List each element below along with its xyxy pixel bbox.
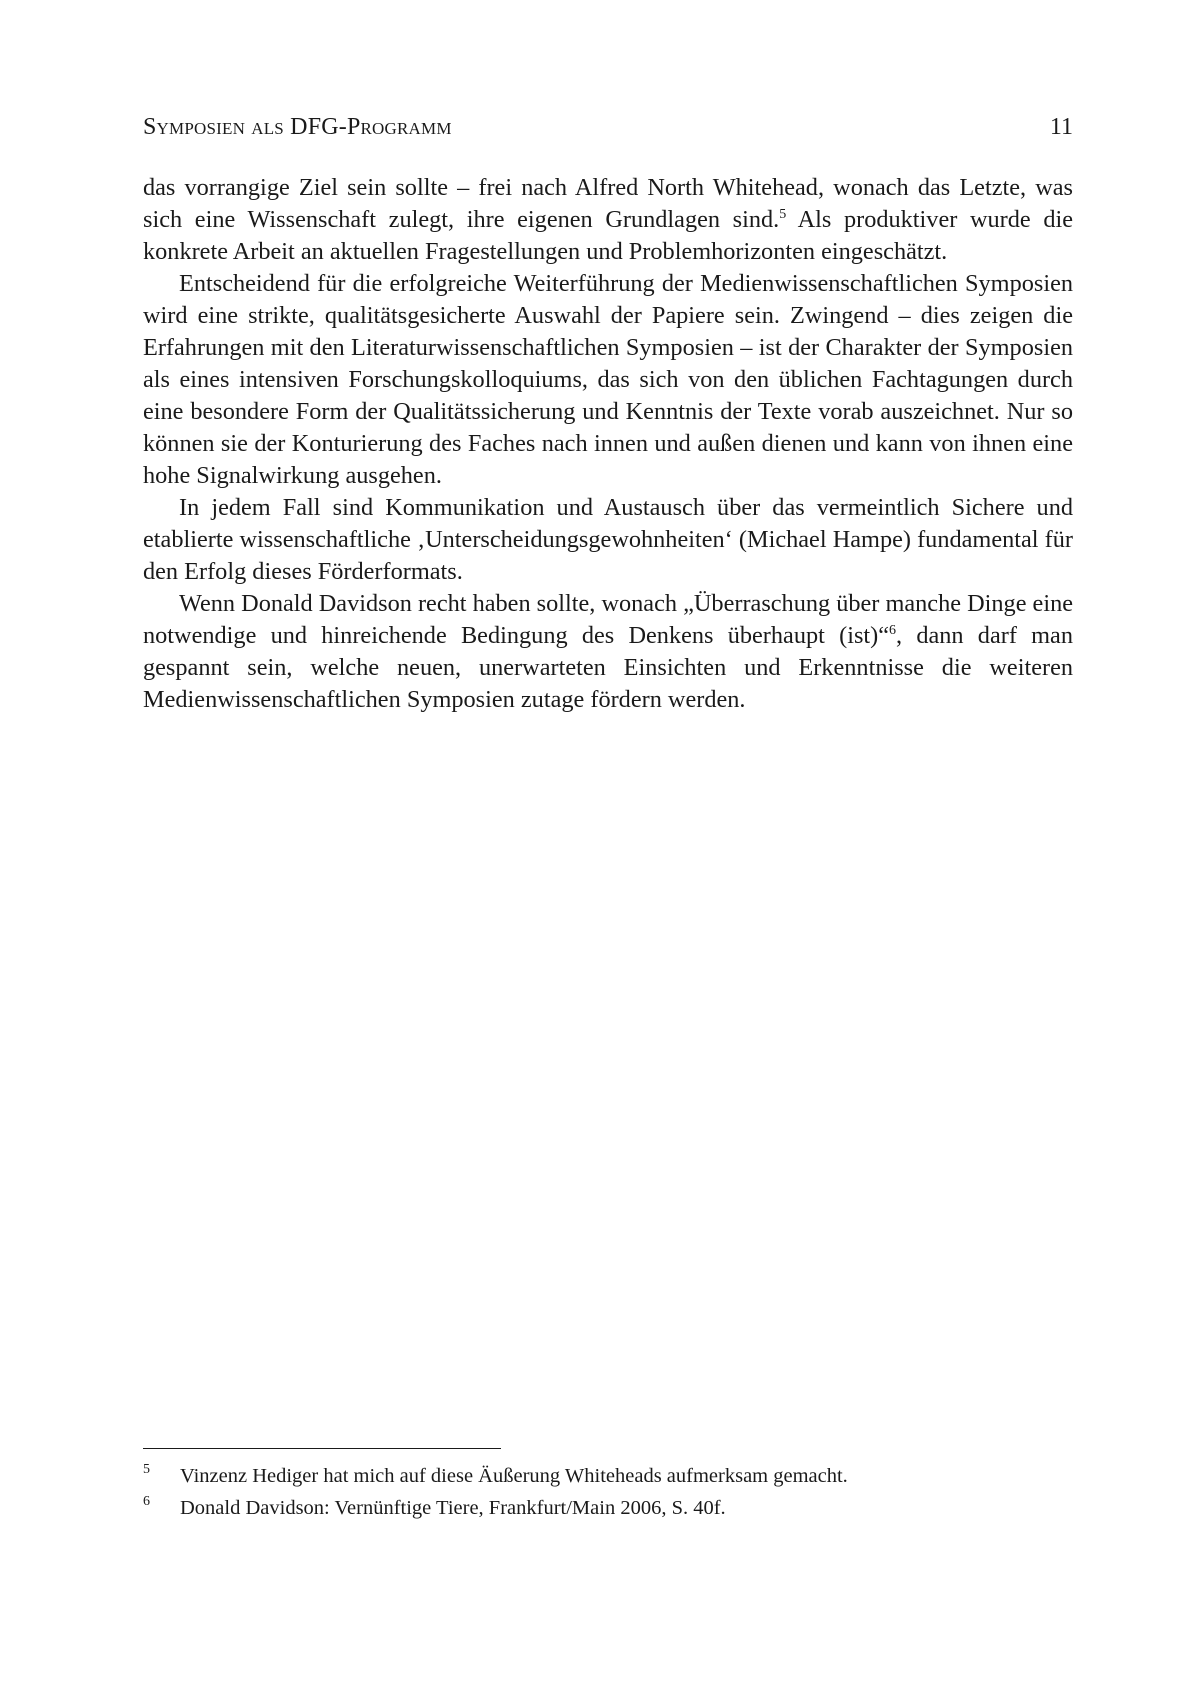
footnote-rule: [143, 1448, 501, 1449]
footnote-ref-6: 6: [889, 623, 897, 638]
footnote-text: Vinzenz Hediger hat mich auf diese Äußerung Whiteheads aufmerksam gemacht.: [180, 1465, 848, 1487]
footnote-number: 6: [143, 1494, 150, 1509]
running-title: Symposien als DFG-Programm: [143, 114, 452, 140]
footnote-5: [143, 1460, 1073, 1492]
footnote-ref-5: 5: [779, 207, 787, 222]
paragraph-4: [143, 588, 1073, 716]
footnote-6: [143, 1492, 1073, 1524]
paragraph-1-text-b: Als produktiver wurde die konkrete Arbeit an aktuellen Fragestellungen und Problemhorizonten eingeschätzt.: [143, 206, 1074, 265]
paragraph-3: In jedem Fall sind Kommunikation und Austausch über das vermeintlich Sichere und etablierte wissenschaftliche ‚Unterscheidungsgewohnheiten‘ (Michael Hampe) fundamental für den Erfolg dieses Förderformats.: [143, 494, 1073, 585]
running-head: [143, 112, 1073, 142]
page-number: 11: [1049, 114, 1073, 140]
paragraph-2: Entscheidend für die erfolgreiche Weiterführung der Medienwissenschaftlichen Symposien wird eine strikte, qualitätsgesicherte Auswahl der Papiere sein. Zwingend – dies zeigen die Erfahrungen mit den Literaturwissenschaftlichen Symposien – ist der Charakter der Symposien als eines intensiven Forschungskolloquiums, das sich von den üblichen Fachtagungen durch eine besondere Form der Qualitätssicherung und Kenntnis der Texte vorab auszeichnet. Nur so können sie der Konturierung des Faches nach innen und außen dienen und kann von ihnen eine hohe Signalwirkung ausgehen.: [143, 270, 1073, 489]
paragraph-1: [143, 172, 1073, 268]
footnote-text: Donald Davidson: Vernünftige Tiere, Frankfurt/Main 2006, S. 40f.: [180, 1497, 726, 1519]
footnote-number: 5: [143, 1462, 150, 1477]
footnotes: [143, 1460, 1073, 1524]
paragraph-4-text-b: , dann darf man gespannt sein, welche neuen, unerwarteten Einsichten und Erkenntnisse die weiteren Medienwissenschaftlichen Symposien zutage fördern werden.: [143, 622, 1073, 713]
body-text: [143, 172, 1073, 716]
paragraph-4-text-a: Wenn Donald Davidson recht haben sollte, wonach „Überraschung über manche Dinge eine notwendige und hinreichende Bedingung des Denkens überhaupt (ist)“: [143, 590, 1074, 649]
paragraph-1-text-a: das vorrangige Ziel sein sollte – frei nach Alfred North Whitehead, wonach das Letzte, was sich eine Wissenschaft zulegt, ihre eigenen Grundlagen sind.: [143, 174, 1073, 233]
